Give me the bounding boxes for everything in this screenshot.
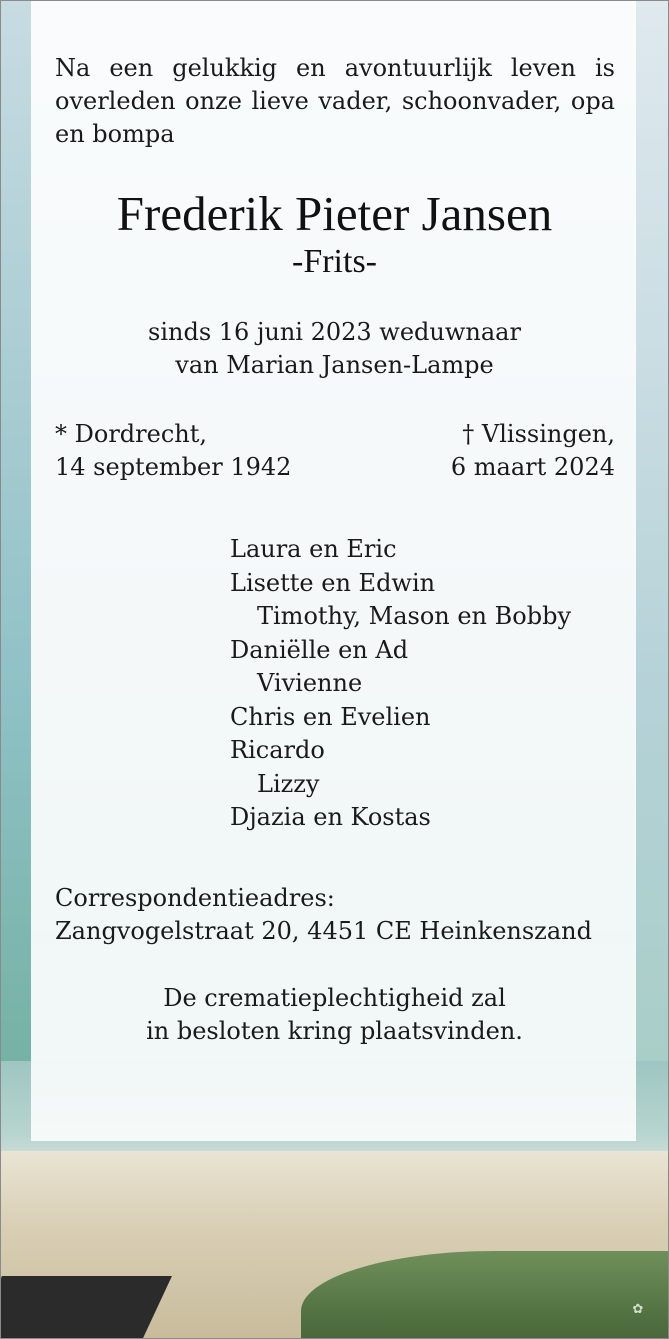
background-sky-left	[1, 1, 31, 1151]
family-member: Laura en Eric	[230, 535, 397, 563]
family-member: Lizzy	[257, 769, 320, 798]
family-member: Djazia en Kostas	[230, 803, 431, 831]
family-member: Timothy, Mason en Bobby	[257, 602, 572, 630]
deceased-name: Frederik Pieter Jansen	[116, 186, 553, 241]
birth-info	[55, 418, 335, 484]
family-list	[230, 533, 630, 835]
family-member: Vivienne	[257, 669, 363, 697]
cremation-line-2: in besloten kring plaatsvinden.	[146, 1017, 523, 1045]
family-member: Daniëlle en Ad	[230, 635, 409, 664]
family-member: Chris en Evelien	[230, 702, 431, 731]
widow-line-2: van Marian Jansen-Lampe	[175, 351, 494, 379]
correspondence	[55, 882, 635, 948]
cremation-line-1: De crematieplechtigheid zal	[163, 984, 506, 1012]
correspondence-label: Correspondentieadres:	[55, 884, 335, 912]
nickname: -Frits-	[292, 243, 377, 280]
family-member: Ricardo	[230, 736, 325, 764]
background-sky-right	[634, 1, 668, 1151]
death-date: 6 maart 2024	[450, 453, 615, 481]
widow-note	[0, 316, 669, 382]
intro-text: Na een gelukkig en avontuurlijk leven is overleden onze lieve vader, schoonvader, opa en bompa	[55, 54, 615, 148]
death-info	[360, 418, 615, 484]
death-place: † Vlissingen,	[462, 420, 615, 448]
widow-line-1: sinds 16 juni 2023 weduwnaar	[148, 318, 521, 346]
correspondence-address: Zangvogelstraat 20, 4451 CE Heinkenszand	[55, 917, 592, 945]
family-member: Lisette en Edwin	[230, 568, 436, 597]
seal-icon: ✿	[632, 1302, 644, 1317]
cremation-note	[0, 982, 669, 1048]
background-roof	[0, 1276, 172, 1339]
birth-date: 14 september 1942	[55, 453, 292, 481]
birth-place: * Dordrecht,	[55, 420, 208, 448]
